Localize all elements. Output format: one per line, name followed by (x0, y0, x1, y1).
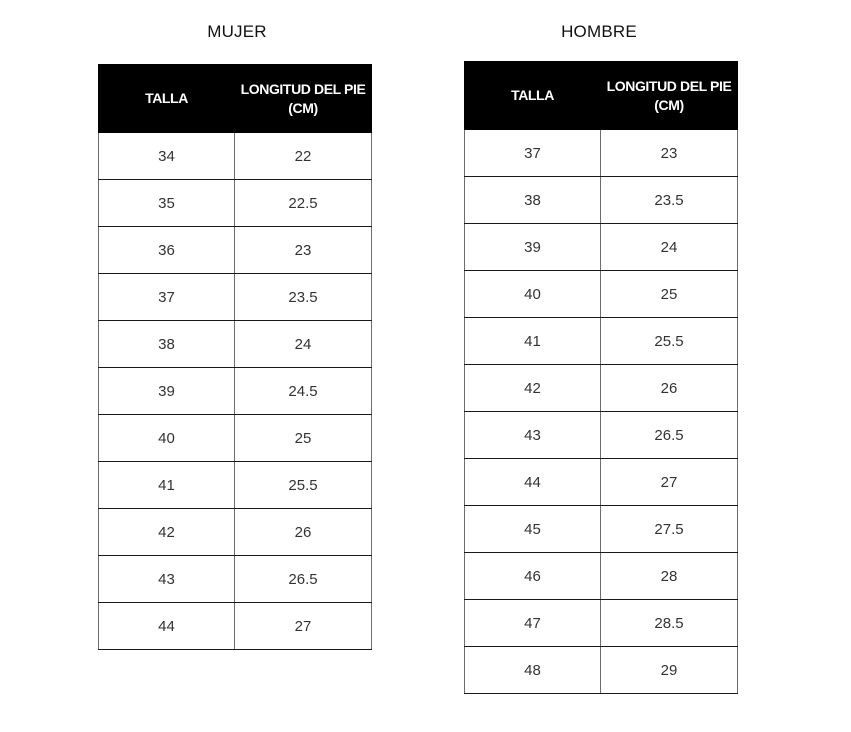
size-cell: 42 (99, 509, 235, 556)
foot-length-cell: 23 (601, 130, 738, 177)
table-header-row (99, 65, 372, 133)
table-row (465, 647, 738, 694)
foot-length-cell: 23.5 (235, 274, 372, 321)
table-row (99, 556, 372, 603)
size-cell: 34 (99, 133, 235, 180)
size-column-header (465, 62, 601, 130)
men-table-body (465, 130, 738, 694)
foot-length-column-header (235, 65, 372, 133)
table-row (99, 133, 372, 180)
size-cell: 42 (465, 365, 601, 412)
table-row (465, 412, 738, 459)
size-cell: 46 (465, 553, 601, 600)
foot-length-cell: 27.5 (601, 506, 738, 553)
foot-length-cell: 23.5 (601, 177, 738, 224)
size-cell: 40 (99, 415, 235, 462)
size-cell: 40 (465, 271, 601, 318)
table-row (99, 603, 372, 650)
foot-length-header-line2: (CM) (288, 99, 318, 116)
foot-length-cell: 26.5 (235, 556, 372, 603)
foot-length-header-line1: LONGITUD DEL PIE (240, 80, 366, 97)
foot-length-cell: 26 (601, 365, 738, 412)
foot-length-cell: 25.5 (235, 462, 372, 509)
foot-length-cell: 25 (601, 271, 738, 318)
women-size-table (98, 64, 372, 650)
size-cell: 41 (99, 462, 235, 509)
size-cell: 38 (465, 177, 601, 224)
size-cell: 37 (465, 130, 601, 177)
foot-length-cell: 24.5 (235, 368, 372, 415)
table-row (465, 224, 738, 271)
foot-length-cell: 28.5 (601, 600, 738, 647)
table-header-row (465, 62, 738, 130)
foot-length-cell: 24 (235, 321, 372, 368)
women-table-body (99, 133, 372, 650)
foot-length-header-line2: (CM) (654, 96, 684, 113)
foot-length-cell: 22.5 (235, 180, 372, 227)
size-cell: 35 (99, 180, 235, 227)
foot-length-cell: 26.5 (601, 412, 738, 459)
table-row (465, 271, 738, 318)
foot-length-cell: 27 (235, 603, 372, 650)
size-column-header (99, 65, 235, 133)
table-row (99, 509, 372, 556)
table-row (99, 180, 372, 227)
foot-length-cell: 22 (235, 133, 372, 180)
table-row (465, 365, 738, 412)
table-row (99, 462, 372, 509)
foot-length-cell: 27 (601, 459, 738, 506)
size-cell: 37 (99, 274, 235, 321)
size-cell: 45 (465, 506, 601, 553)
size-header-label: TALLA (145, 90, 188, 106)
table-row (99, 321, 372, 368)
table-row (465, 177, 738, 224)
size-cell: 39 (99, 368, 235, 415)
size-cell: 43 (99, 556, 235, 603)
table-row (99, 274, 372, 321)
size-cell: 39 (465, 224, 601, 271)
size-cell: 44 (465, 459, 601, 506)
foot-length-cell: 28 (601, 553, 738, 600)
table-row (99, 227, 372, 274)
table-row (465, 553, 738, 600)
size-cell: 48 (465, 647, 601, 694)
table-row (99, 415, 372, 462)
table-row (465, 459, 738, 506)
foot-length-cell: 29 (601, 647, 738, 694)
foot-length-cell: 25 (235, 415, 372, 462)
foot-length-header-line1: LONGITUD DEL PIE (606, 77, 732, 94)
table-row (465, 600, 738, 647)
foot-length-cell: 23 (235, 227, 372, 274)
size-header-label: TALLA (511, 87, 554, 103)
size-cell: 44 (99, 603, 235, 650)
table-row (99, 368, 372, 415)
foot-length-cell: 26 (235, 509, 372, 556)
foot-length-column-header (601, 62, 738, 130)
size-cell: 41 (465, 318, 601, 365)
foot-length-cell: 24 (601, 224, 738, 271)
table-row (465, 130, 738, 177)
size-cell: 38 (99, 321, 235, 368)
foot-length-cell: 25.5 (601, 318, 738, 365)
table-row (465, 506, 738, 553)
table-row (465, 318, 738, 365)
size-cell: 47 (465, 600, 601, 647)
men-size-table (464, 61, 738, 694)
women-section-title: MUJER (207, 22, 267, 41)
size-cell: 36 (99, 227, 235, 274)
men-section-title: HOMBRE (561, 22, 637, 41)
size-cell: 43 (465, 412, 601, 459)
